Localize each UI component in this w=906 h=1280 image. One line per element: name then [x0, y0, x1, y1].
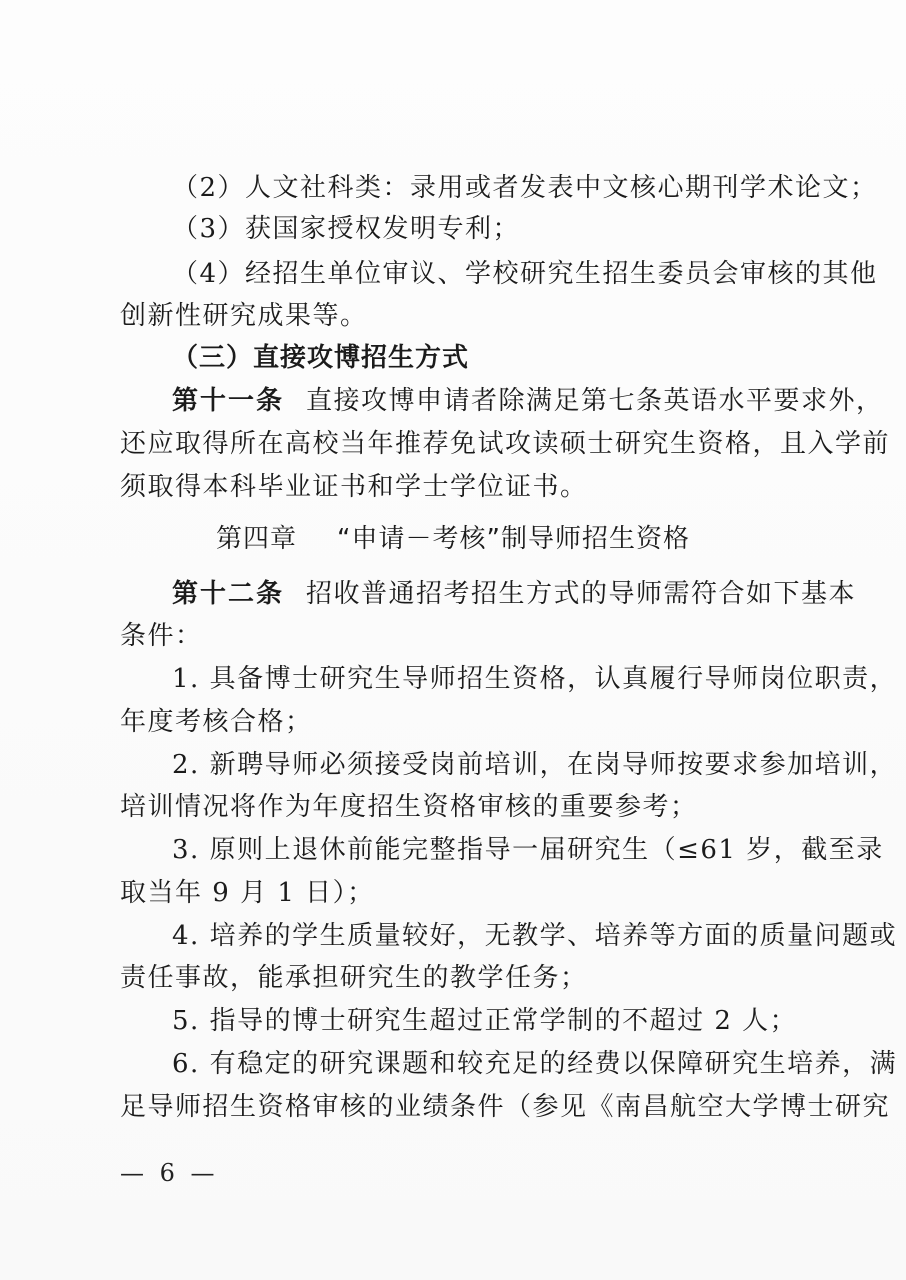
- chapter-title: “申请－考核”制导师招生资格: [337, 524, 690, 554]
- condition-3-line-1: 3. 原则上退休前能完整指导一届研究生（≤61 岁，截至录: [172, 835, 884, 865]
- chapter-heading: [0, 522, 906, 556]
- page-number: — 6 —: [120, 1159, 219, 1187]
- condition-2-line-2: 培训情况将作为年度招生资格审核的重要参考；: [120, 792, 698, 822]
- condition-1-line-2: 年度考核合格；: [120, 707, 313, 737]
- condition-1-line-1: 1. 具备博士研究生导师招生资格，认真履行导师岗位职责，: [172, 664, 898, 694]
- condition-2-line-1: 2. 新聘导师必须接受岗前培训，在岗导师按要求参加培训，: [172, 750, 898, 780]
- text-line-other-results: （4）经招生单位审议、学校研究生招生委员会审核的其他: [172, 259, 878, 289]
- condition-6-line-1: 6. 有稳定的研究课题和较充足的经费以保障研究生培养，满: [172, 1049, 898, 1079]
- article-12-label: 第十二条: [172, 579, 285, 609]
- article-11-text-1: 直接攻博申请者除满足第七条英语水平要求外，: [306, 386, 884, 416]
- chapter-number: 第四章: [216, 524, 298, 554]
- article-11-line-2: 还应取得所在高校当年推荐免试攻读硕士研究生资格，且入学前: [120, 429, 891, 459]
- article-11-line-1: [172, 384, 884, 418]
- condition-5-line-1: 5. 指导的博士研究生超过正常学制的不超过 2 人；: [172, 1006, 798, 1036]
- text-line-innovative-results: 创新性研究成果等。: [120, 301, 368, 331]
- article-12-line-2: 条件：: [120, 621, 203, 651]
- condition-4-line-1: 4. 培养的学生质量较好，无教学、培养等方面的质量问题或: [172, 921, 898, 951]
- article-12-line-1: [172, 577, 857, 611]
- condition-4-line-2: 责任事故，能承担研究生的教学任务；: [120, 963, 588, 993]
- condition-3-line-2: 取当年 9 月 1 日）；: [120, 878, 375, 908]
- text-line-patent: （3）获国家授权发明专利；: [172, 214, 521, 244]
- article-11-label: 第十一条: [172, 386, 285, 416]
- condition-6-line-2: 足导师招生资格审核的业绩条件（参见《南昌航空大学博士研究: [120, 1092, 891, 1122]
- text-line-humanities: （2）人文社科类：录用或者发表中文核心期刊学术论文；: [172, 173, 878, 203]
- article-11-line-3: 须取得本科毕业证书和学士学位证书。: [120, 472, 588, 502]
- section-heading: （三）直接攻博招生方式: [172, 343, 470, 373]
- article-12-text-1: 招收普通招考招生方式的导师需符合如下基本: [306, 579, 857, 609]
